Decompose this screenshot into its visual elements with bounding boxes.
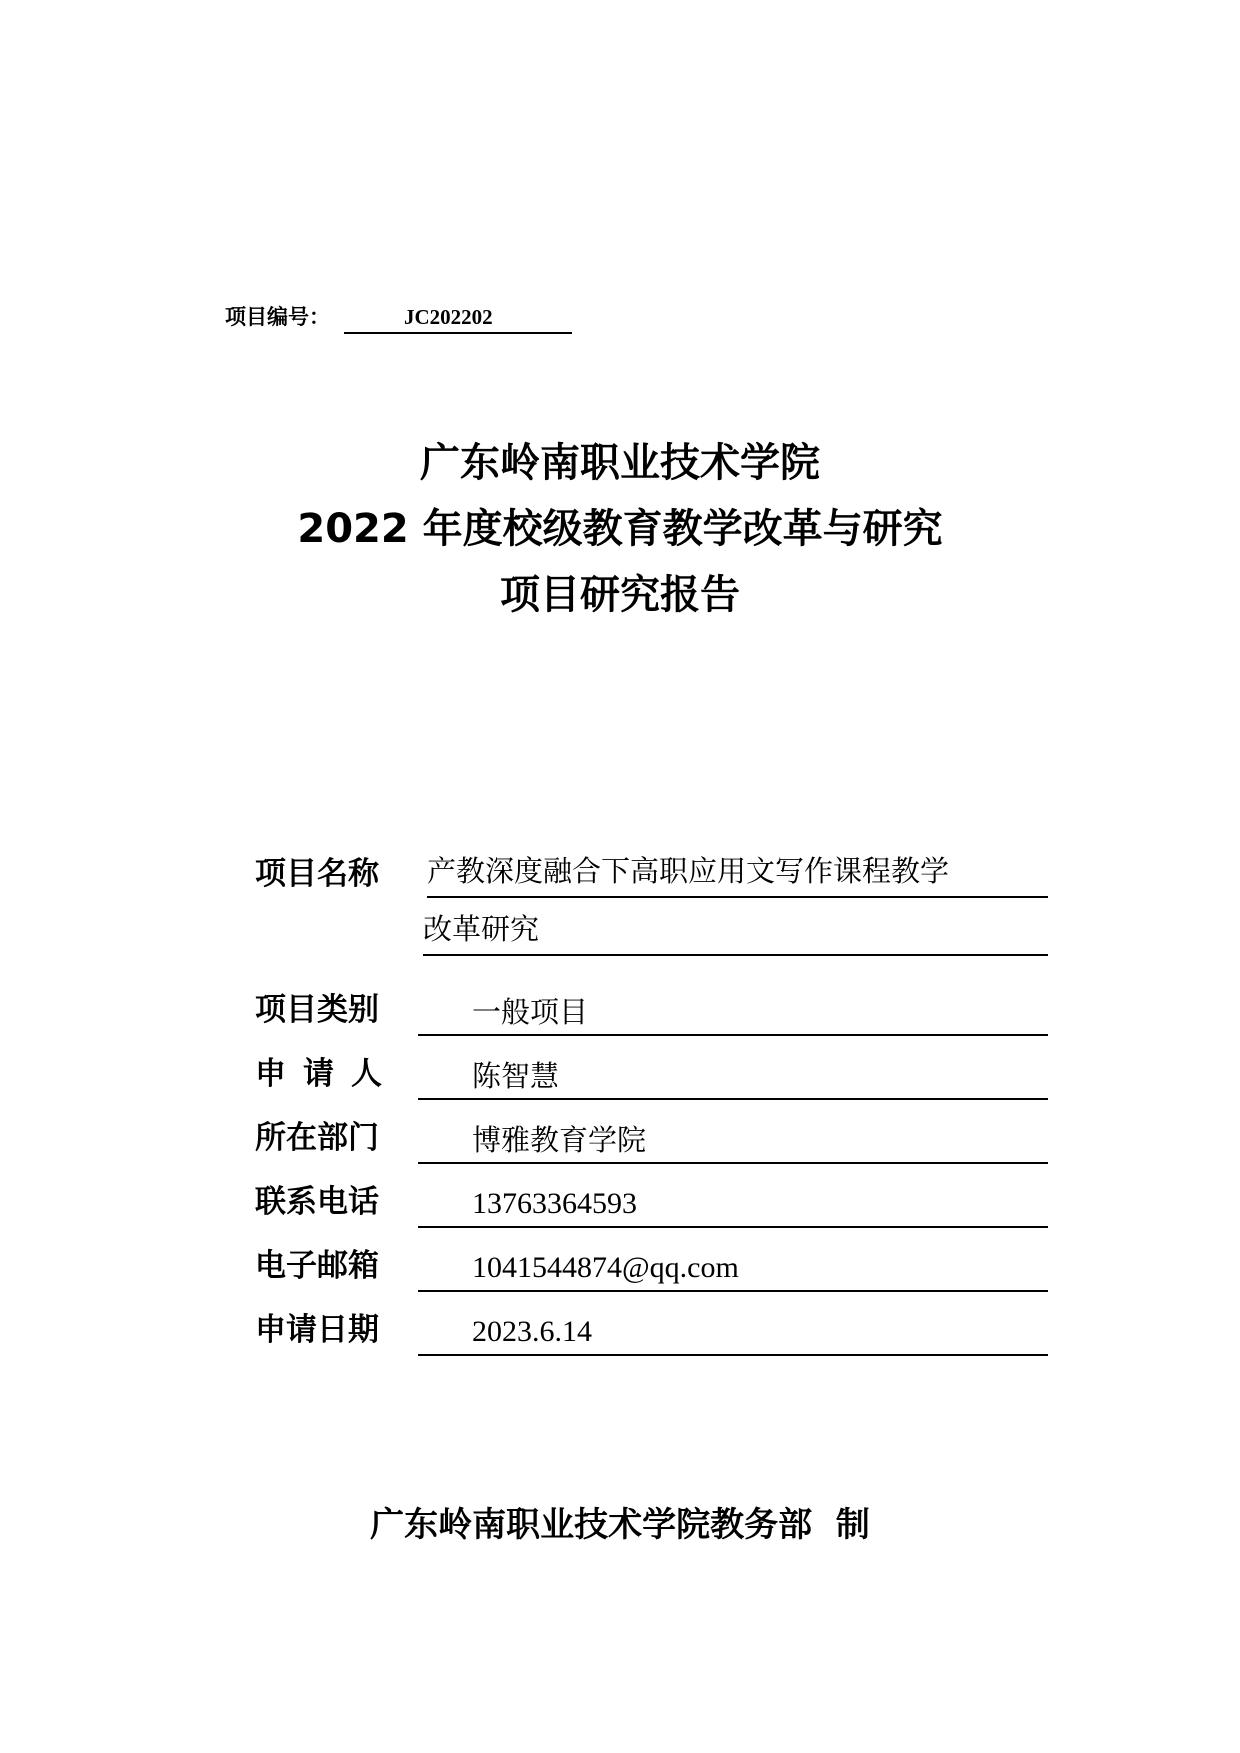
department-value: 博雅教育学院	[472, 1123, 647, 1157]
issuer-footer: 广东岭南职业技术学院教务部 制	[370, 1505, 870, 1545]
title-line-3: 项目研究报告	[500, 572, 740, 618]
project-number	[225, 300, 572, 334]
phone-row	[255, 1178, 1055, 1228]
document-title	[0, 430, 1240, 628]
project-category-value: 一般项目	[472, 995, 589, 1029]
phone-label: 联系电话	[255, 1184, 379, 1220]
project-name-label: 项目名称	[255, 856, 379, 892]
apply-date-label: 申请日期	[255, 1312, 379, 1348]
project-category-field	[418, 990, 1048, 1036]
applicant-value: 陈智慧	[472, 1059, 560, 1093]
phone-field	[418, 1182, 1048, 1228]
title-line-1: 广东岭南职业技术学院	[420, 440, 820, 486]
project-name-row	[255, 852, 1055, 964]
applicant-field	[418, 1054, 1048, 1100]
department-field	[418, 1118, 1048, 1164]
project-category-label: 项目类别	[255, 992, 379, 1028]
apply-date-field	[418, 1310, 1048, 1356]
email-row	[255, 1242, 1055, 1292]
project-name-value-line-1: 产教深度融合下高职应用文写作课程教学	[427, 852, 1048, 898]
applicant-row	[255, 1050, 1055, 1100]
email-label: 电子邮箱	[255, 1248, 379, 1284]
applicant-label: 申请人	[255, 1056, 399, 1092]
project-name-value-line-2: 改革研究	[423, 910, 1048, 956]
apply-date-row	[255, 1306, 1055, 1356]
apply-date-value: 2023.6.14	[472, 1315, 592, 1348]
title-line-2: 2022 年度校级教育教学改革与研究	[297, 506, 943, 552]
email-field	[418, 1246, 1048, 1292]
project-number-value: JC202202	[344, 304, 572, 334]
project-category-row	[255, 986, 1055, 1036]
project-number-label: 项目编号：	[225, 305, 330, 329]
department-row	[255, 1114, 1055, 1164]
department-label: 所在部门	[255, 1120, 379, 1156]
phone-value: 13763364593	[472, 1187, 637, 1220]
email-value: 1041544874@qq.com	[472, 1251, 739, 1284]
